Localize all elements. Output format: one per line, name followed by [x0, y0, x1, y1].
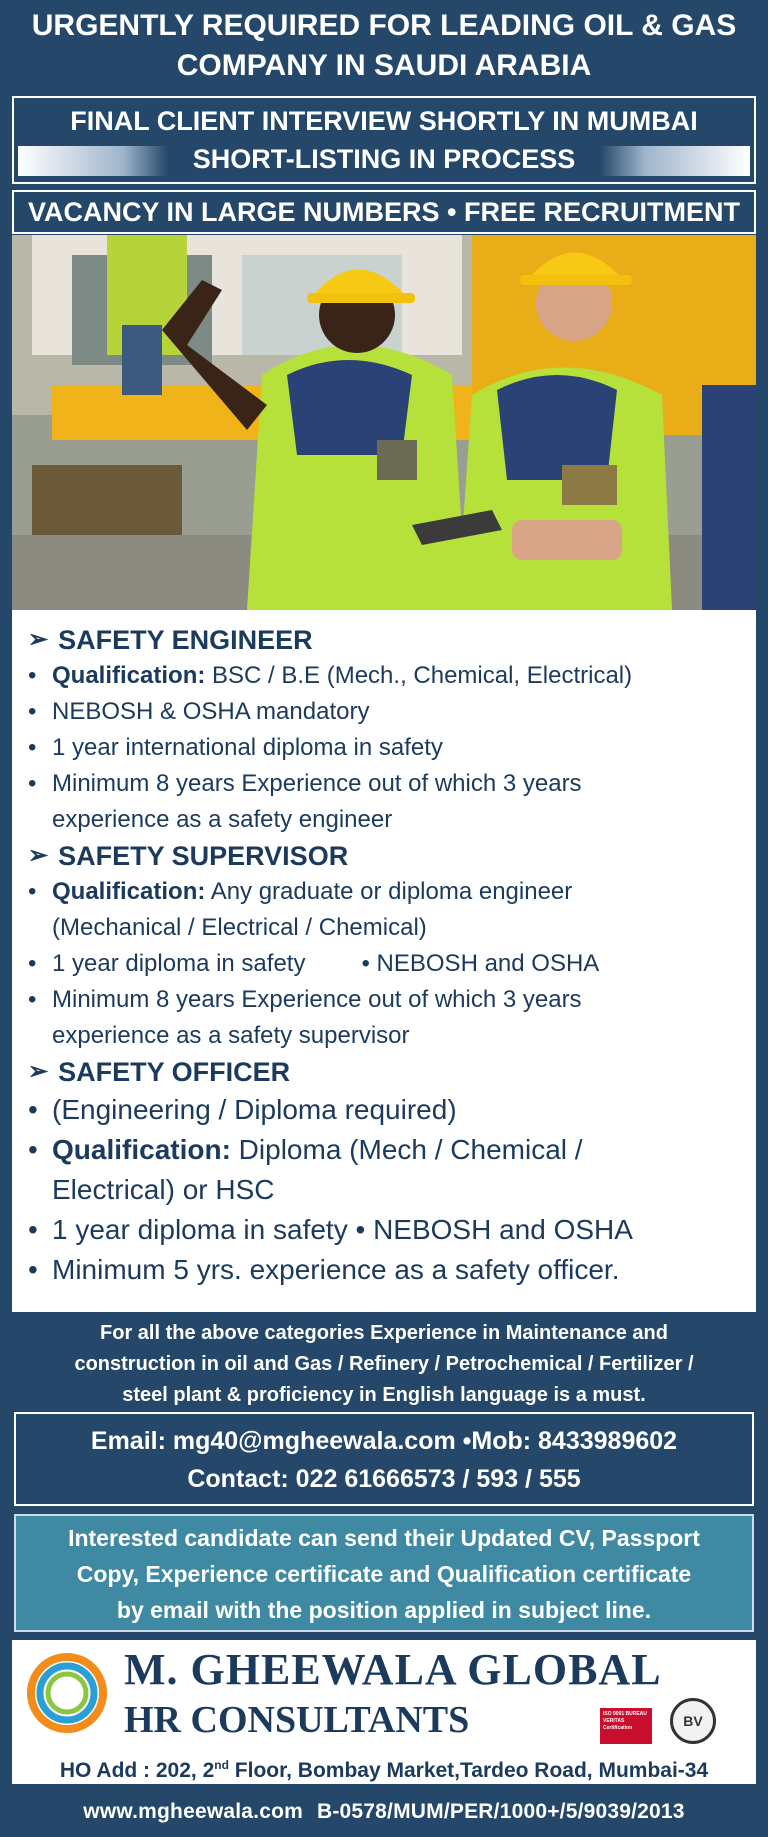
bullet-icon: • — [28, 770, 37, 797]
interview-line-2: SHORT-LISTING IN PROCESS — [192, 144, 576, 174]
footer — [0, 1792, 768, 1837]
company-address: HO Add : 202, 2nd Floor, Bombay Market,Tardeo Road, Mumbai-34 — [59, 1758, 709, 1782]
bullet-icon: • — [28, 1254, 38, 1285]
application-instructions: Interested candidate can send their Updated CV, Passport Copy, Experience certificate and Qualification certificate by email with the position applied in subject line. — [14, 1514, 754, 1632]
list-item: • Minimum 8 years Experience out of which 3 years experience as a safety supervisor — [28, 982, 742, 1054]
arrow-icon: ➢ — [28, 842, 49, 869]
interview-line-1: FINAL CLIENT INTERVIEW SHORTLY IN MUMBAI — [70, 106, 698, 136]
interview-banner — [12, 96, 756, 184]
contact-email-mobile[interactable]: Email: mg40@mgheewala.com •Mob: 8433989602 — [90, 1427, 678, 1455]
list-item: • 1 year diploma in safety • NEBOSH and OSHA — [28, 1210, 742, 1250]
bullet-icon: • — [28, 1134, 38, 1165]
list-item: • (Engineering / Diploma required) — [28, 1090, 742, 1130]
list-item: • Minimum 5 yrs. experience as a safety officer. — [28, 1250, 742, 1290]
arrow-icon: ➢ — [28, 1058, 49, 1085]
list-item: • 1 year diploma in safety • NEBOSH and OSHA — [28, 946, 742, 982]
headline-line-1: URGENTLY REQUIRED FOR LEADING OIL & GAS — [31, 9, 737, 42]
list-item: • Qualification: Diploma (Mech / Chemical / Electrical) or HSC — [28, 1130, 742, 1210]
bullet-icon: • — [28, 1094, 38, 1125]
bullet-icon: • — [28, 878, 37, 905]
workers-illustration — [12, 235, 756, 610]
section-title-safety-supervisor: ➢ SAFETY SUPERVISOR — [28, 838, 742, 874]
requirements-note: For all the above categories Experience in Maintenance and construction in oil and Gas / Refinery / Petrochemical / Fertilizer / steel plant & proficiency in English language is a must. — [74, 1322, 694, 1406]
license-number: B-0578/MUM/PER/1000+/5/9039/2013 — [316, 1800, 685, 1823]
arrow-icon: ➢ — [28, 626, 49, 653]
website-link[interactable]: www.mgheewala.com — [83, 1800, 303, 1823]
headline — [0, 6, 768, 86]
bureau-veritas-seal-icon: BV — [670, 1698, 716, 1744]
positions-list — [12, 610, 756, 1312]
company-subtitle: HR CONSULTANTS — [124, 1699, 470, 1741]
section-title-safety-engineer: ➢ SAFETY ENGINEER — [28, 622, 742, 658]
company-name: M. GHEEWALA GLOBAL — [124, 1645, 662, 1694]
bullet-icon: • — [28, 950, 37, 977]
list-item: • NEBOSH & OSHA mandatory — [28, 694, 742, 730]
list-item: • 1 year international diploma in safety — [28, 730, 742, 766]
bullet-icon: • — [28, 698, 37, 725]
company-panel — [12, 1640, 756, 1784]
headline-line-2: COMPANY IN SAUDI ARABIA — [176, 49, 592, 82]
section-title-safety-officer: ➢ SAFETY OFFICER — [28, 1054, 742, 1090]
bullet-icon: • — [28, 1214, 38, 1245]
bullet-icon: • — [28, 734, 37, 761]
workers-photo — [12, 235, 756, 610]
bullet-icon: • — [28, 986, 37, 1013]
list-item: • Qualification: BSC / B.E (Mech., Chemical, Electrical) — [28, 658, 742, 694]
contact-box — [14, 1412, 754, 1506]
contact-phone[interactable]: Contact: 022 61666573 / 593 / 555 — [187, 1465, 581, 1493]
iso-certification-badge: ISO 9001 BUREAU VERITAS Certification — [600, 1708, 652, 1744]
company-logo-icon — [24, 1650, 110, 1736]
bullet-icon: • — [28, 662, 37, 689]
list-item: • Minimum 8 years Experience out of which 3 years experience as a safety engineer — [28, 766, 742, 838]
list-item: • Qualification: Any graduate or diploma engineer (Mechanical / Electrical / Chemical) — [28, 874, 742, 946]
vacancy-banner: VACANCY IN LARGE NUMBERS • FREE RECRUITMENT — [12, 190, 756, 234]
